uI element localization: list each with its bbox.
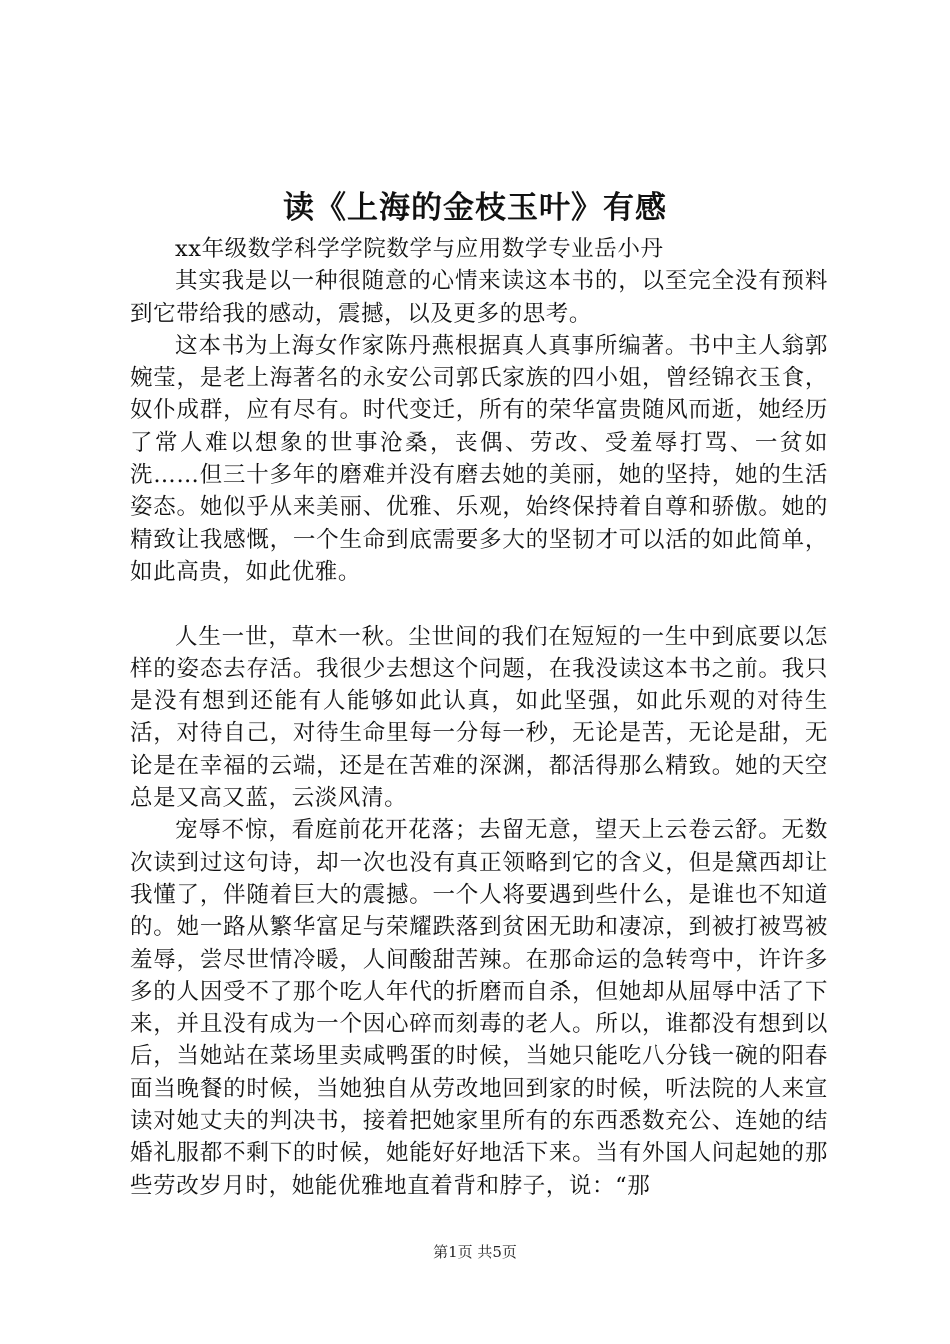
paragraph-gap — [130, 588, 828, 620]
paragraph-3: 人生一世，草木一秋。尘世间的我们在短短的一生中到底要以怎样的姿态去存活。我很少去想这个问题，在我没读这本书之前。我只是没有想到还能有人能够如此认真，如此坚强，如此乐观的对待生活，对待自己，对待生命里每一分每一秒，无论是苦，无论是甜，无论是在幸福的云端，还是在苦难的深渊，都活得那么精致。她的天空总是又高又蓝，云淡风清。 — [130, 623, 828, 812]
document-title: 读《上海的金枝玉叶》有感 — [283, 190, 667, 226]
paragraph-4: 宠辱不惊，看庭前花开花落；去留无意，望天上云卷云舒。无数次读到过这句诗，却一次也没有真正领略到它的含义，但是黛西却让我懂了，伴随着巨大的震撼。一个人将要遇到些什么，是谁也不知道的。她一路从繁华富足与荣耀跌落到贫困无助和凄凉，到被打被骂被羞辱，尝尽世情冷暖，人间酸甜苦辣。在那命运的急转弯中，许许多多的人因受不了那个吃人年代的折磨而自杀，但她却从屈辱中活了下来，并且没有成为一个因心碎而刻毒的老人。所以，谁都没有想到以后，当她站在菜场里卖咸鸭蛋的时候，当她只能吃八分钱一碗的阳春面当晚餐的时候，当她独自从劳改地回到家的时候，听法院的人来宣读对她丈夫的判决书，接着把她家里所有的东西悉数充公、连她的结婚礼服都不剩下的时候，她能好好地活下来。当有外国人问起她的那些劳改岁月时，她能优雅地直着背和脖子，说：“那 — [130, 817, 828, 1199]
paragraph-1: 其实我是以一种很随意的心情来读这本书的，以至完全没有预料到它带给我的感动，震撼，以及更多的思考。 — [130, 268, 828, 327]
page-footer: 第1页 共5页 — [433, 1243, 517, 1261]
paragraph-2: 这本书为上海女作家陈丹燕根据真人真事所编著。书中主人翁郭婉莹，是老上海著名的永安公司郭氏家族的四小姐，曾经锦衣玉食，奴仆成群，应有尽有。时代变迁，所有的荣华富贵随风而逝，她经历了常人难以想象的世事沧桑，丧偶、劳改、受羞辱打骂、一贫如洗……但三十多年的磨难并没有磨去她的美丽，她的坚持，她的生活姿态。她似乎从来美丽、优雅、乐观，始终保持着自尊和骄傲。她的精致让我感慨，一个生命到底需要多大的坚韧才可以活的如此简单，如此高贵，如此优雅。 — [130, 332, 828, 585]
author-line: xx年级数学科学学院数学与应用数学专业岳小丹 — [175, 236, 664, 262]
document-body — [130, 233, 828, 1202]
